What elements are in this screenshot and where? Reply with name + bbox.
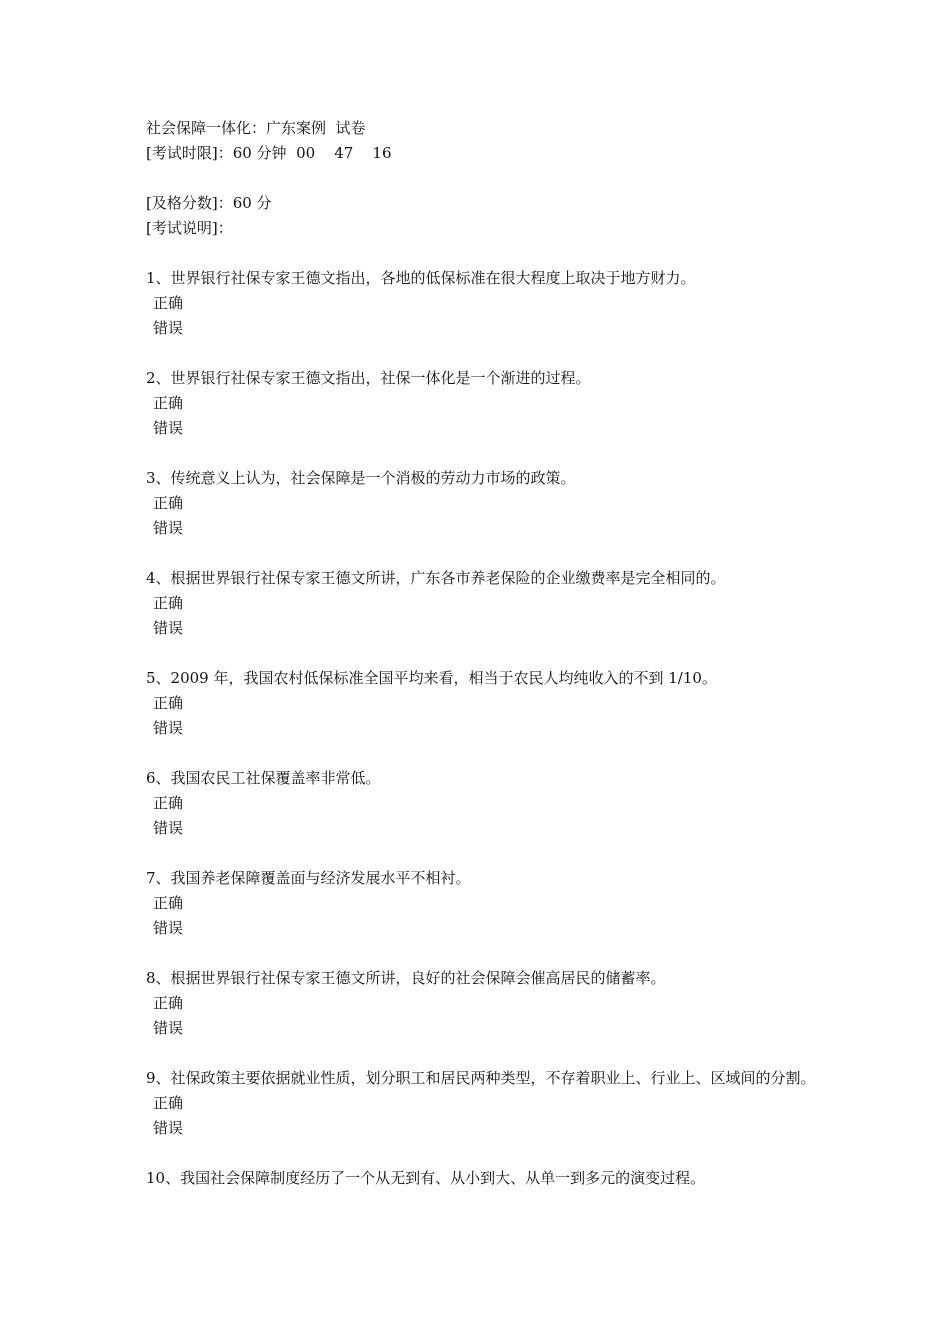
option-correct[interactable]: 正确 — [153, 594, 184, 612]
question-text: 5、2009 年，我国农村低保标准全国平均来看，相当于农民人均纯收入的不到 1/10。 — [146, 669, 717, 687]
question-text: 8、根据世界银行社保专家王德文所讲，良好的社会保障会催高居民的储蓄率。 — [146, 969, 666, 987]
option-correct[interactable]: 正确 — [153, 494, 184, 512]
option-correct[interactable]: 正确 — [153, 1094, 184, 1112]
question-text: 1、世界银行社保专家王德文指出，各地的低保标准在很大程度上取决于地方财力。 — [146, 269, 696, 287]
option-correct[interactable]: 正确 — [153, 694, 184, 712]
question-3 — [146, 466, 826, 541]
exam-title: 社会保障一体化：广东案例 试卷 — [146, 119, 366, 137]
option-correct[interactable]: 正确 — [153, 394, 184, 412]
question-6 — [146, 766, 826, 841]
option-wrong[interactable]: 错误 — [153, 1019, 184, 1037]
exam-document — [146, 116, 826, 1216]
pass-score: [及格分数]：60 分 — [146, 194, 272, 212]
exam-instructions: [考试说明]： — [146, 219, 233, 237]
question-text: 2、世界银行社保专家王德文指出，社保一体化是一个渐进的过程。 — [146, 369, 591, 387]
question-5 — [146, 666, 826, 741]
question-text: 6、我国农民工社保覆盖率非常低。 — [146, 769, 381, 787]
question-text: 9、社保政策主要依据就业性质，划分职工和居民两种类型，不存着职业上、行业上、区域间的分割。 — [146, 1069, 816, 1087]
question-4 — [146, 566, 826, 641]
option-correct[interactable]: 正确 — [153, 794, 184, 812]
question-8 — [146, 966, 826, 1041]
question-text: 3、传统意义上认为，社会保障是一个消极的劳动力市场的政策。 — [146, 469, 576, 487]
option-wrong[interactable]: 错误 — [153, 619, 184, 637]
question-10 — [146, 1166, 826, 1191]
question-2 — [146, 366, 826, 441]
option-correct[interactable]: 正确 — [153, 294, 184, 312]
question-7 — [146, 866, 826, 941]
question-text: 4、根据世界银行社保专家王德文所讲，广东各市养老保险的企业缴费率是完全相同的。 — [146, 569, 726, 587]
option-wrong[interactable]: 错误 — [153, 719, 184, 737]
option-wrong[interactable]: 错误 — [153, 519, 184, 537]
question-text: 10、我国社会保障制度经历了一个从无到有、从小到大、从单一到多元的演变过程。 — [146, 1169, 706, 1187]
question-9 — [146, 1066, 826, 1141]
option-correct[interactable]: 正确 — [153, 994, 184, 1012]
time-limit: [考试时限]：60 分钟 00 47 16 — [146, 144, 392, 162]
option-wrong[interactable]: 错误 — [153, 419, 184, 437]
question-text: 7、我国养老保障覆盖面与经济发展水平不相衬。 — [146, 869, 471, 887]
spacer — [146, 241, 826, 266]
question-1 — [146, 266, 826, 341]
option-wrong[interactable]: 错误 — [153, 319, 184, 337]
spacer — [146, 166, 826, 191]
option-correct[interactable]: 正确 — [153, 894, 184, 912]
option-wrong[interactable]: 错误 — [153, 819, 184, 837]
option-wrong[interactable]: 错误 — [153, 1119, 184, 1137]
option-wrong[interactable]: 错误 — [153, 919, 184, 937]
